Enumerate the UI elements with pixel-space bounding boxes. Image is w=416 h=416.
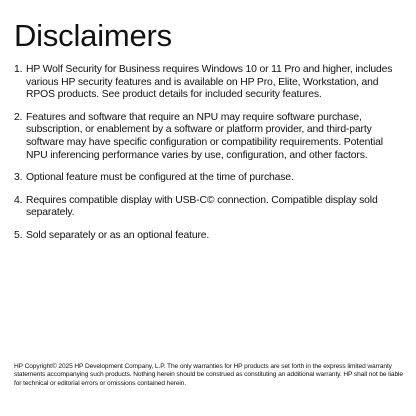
disclaimer-number: 2. [14,111,23,123]
disclaimer-number: 3. [14,172,23,184]
disclaimer-number: 4. [14,194,23,206]
disclaimer-text: Sold separately or as an optional feature. [26,229,210,241]
disclaimer-text: Requires compatible display with USB-C© connection. Compatible display sold separately. [26,194,378,219]
disclaimer-list [14,64,406,253]
disclaimer-item-1 [14,64,406,102]
disclaimer-text: Features and software that require an NPU may require software purchase, subscription, or enablement by a software or platform provider, and third-party software may have specific configuration or compatibility requirements. Potential NPU inferencing performance varies by use, configuration, and other factors. [26,111,383,161]
disclaimer-item-2 [14,112,406,162]
disclaimer-item-5 [14,230,406,243]
page-title: Disclaimers [14,18,172,53]
disclaimer-item-3 [14,172,406,185]
disclaimer-number: 5. [14,229,23,241]
disclaimer-number: 1. [14,64,23,75]
disclaimer-text: HP Wolf Security for Business requires Windows 10 or 11 Pro and higher, includes various HP security features and is available on HP Pro, Elite, Workstation, and RPOS products. See product details for included security features. [26,64,393,101]
disclaimer-text: Optional feature must be configured at the time of purchase. [26,172,294,184]
disclaimer-item-4 [14,195,406,220]
copyright-notice: HP Copyright© 2025 HP Development Company, L.P. The only warranties for HP products are set forth in the express limited warranty statements accompanying such products. Nothing herein should be construed as constituting an additional warranty. HP shall not be liable for technical or editorial errors or omissions contained herein. [14,363,403,387]
